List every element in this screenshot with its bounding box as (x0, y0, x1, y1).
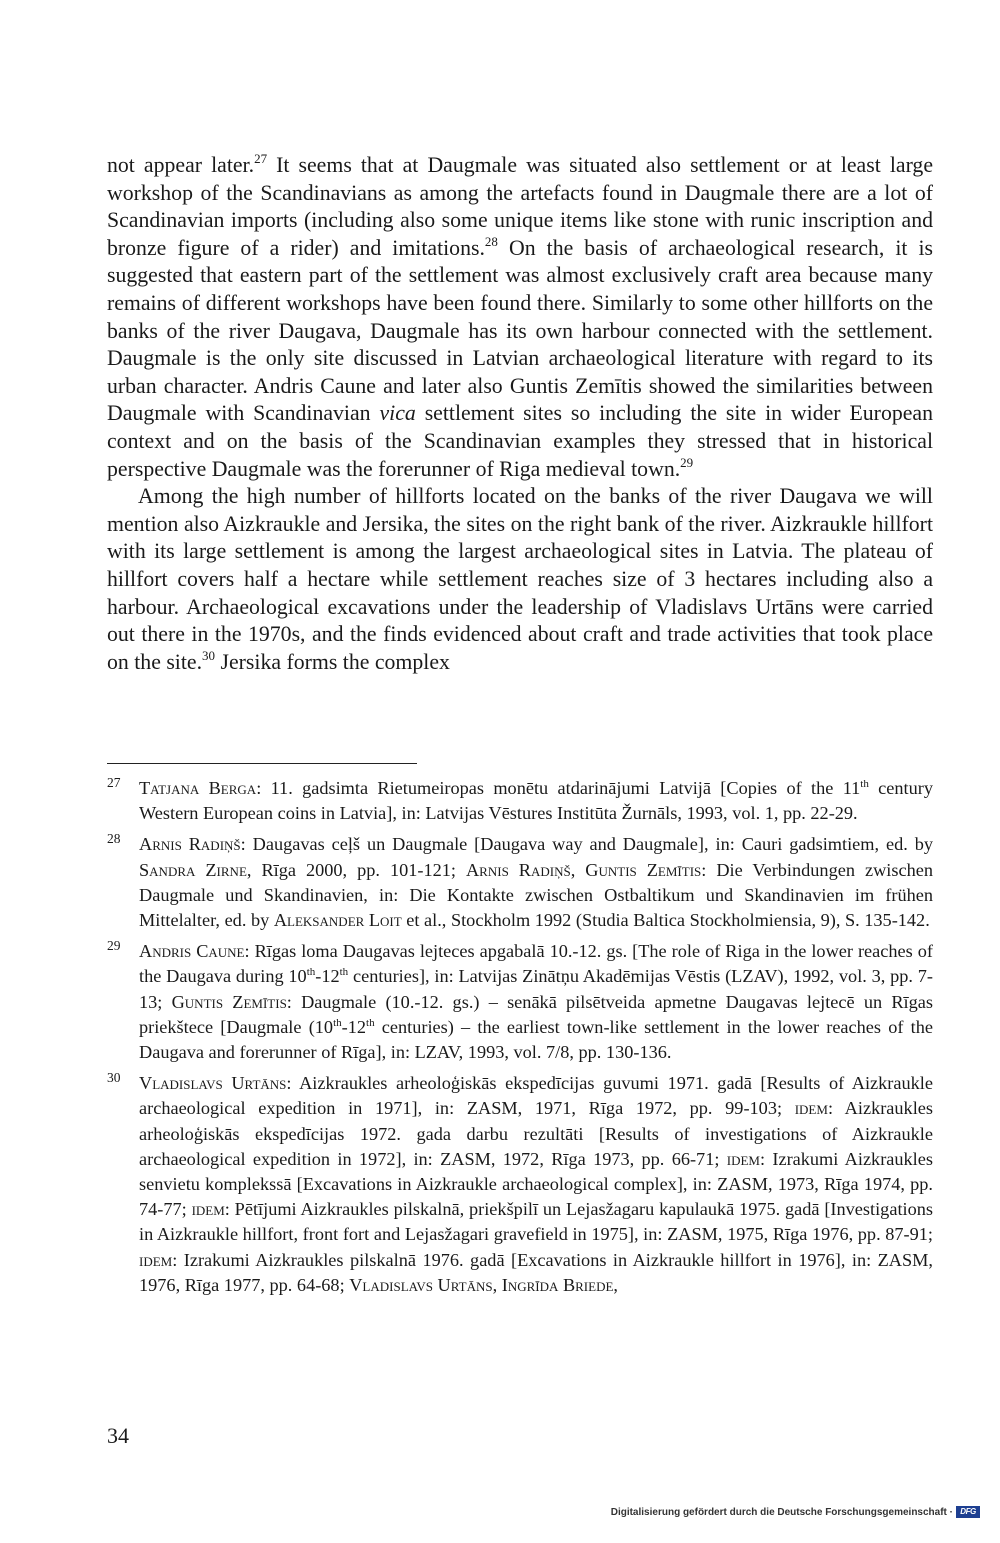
footnote-text: -12 (341, 1016, 367, 1037)
footnote-text: : Daugmale (10.-12. gs.) – senākā pilsētveida apmetne Daugavas lejtecē un Rīgas priekštece [Daugmale (10 (139, 991, 933, 1037)
footnote-text: , (613, 1274, 618, 1295)
footnote-text: : Pētījumi Aizkraukles pilskalnā, priekšpilī un Lejasžagaru kapulaukā 1975. gadā [Investigations in Aizkraukle hillfort, front fort and Lejasžagari gravefield in 1975], in: ZASM, 1975, Rīga 1976, pp. 87-91; (139, 1199, 933, 1245)
dfg-logo-icon: DFG (956, 1506, 980, 1518)
footnotes (107, 776, 933, 1304)
footnote-ref-30[interactable]: 30 (202, 647, 216, 663)
footnote-number: 30 (107, 1070, 121, 1086)
footnote-29 (107, 939, 933, 1065)
author-name: Vladislavs Urtāns (139, 1073, 287, 1094)
author-name: idem (191, 1199, 225, 1220)
footnote-text: : Aizkraukles arheoloģiskās ekspedīcijas 1972. gada darbu rezultāti [Results of investigations of Aizkraukle archaeological expedition in 1972], in: ZASM, 1972, Rīga 1973, pp. 66-71; (139, 1098, 934, 1169)
paragraph-2: Among the high number of hillforts located on the banks of the river Daugava we will mention also Aizkraukle and Jersika, the sites on the right bank of the river. Aizkraukle hillfort with its large settlement is among the largest archaeological sites in Latvia. The plateau of hillfort covers half a hectare while settlement reaches size of 3 hectares including also a harbour. Archaeological excavations under the leadership of Vladislavs Urtāns were carried out there in the 1970s, and the finds evidenced about craft and trade activities that took place on the site.$^{30}$ Jersika forms the complex (107, 484, 933, 674)
author-name: Tatjana Berga (139, 778, 257, 798)
ordinal-suffix: th (333, 1016, 342, 1029)
credit-text: Digitalisierung gefördert durch die Deutsche Forschungsgemeinschaft · (610, 1506, 953, 1518)
page-number: 34 (107, 1423, 129, 1448)
author-name: Sandra Zirne (139, 859, 247, 880)
footnote-text: -12 (315, 966, 340, 987)
footnote-number: 27 (107, 775, 121, 790)
author-name: Vladislavs Urtāns, Ingrīda Briede (349, 1274, 614, 1295)
footnote-30 (107, 1071, 933, 1298)
footnote-text: : Die Verbindungen zwischen Daugmale und Skandinavien, in: Die Kontakte zwischen Ostbaltikum und Skandinavien im frühen Mittelalter, ed. by (139, 859, 933, 931)
author-name: Aleksander Loit (273, 910, 402, 931)
author-name: idem (726, 1148, 760, 1169)
author-name: Andris Caune (139, 941, 245, 962)
author-name: idem (794, 1098, 828, 1119)
author-name: Arnis Radiņš (139, 834, 241, 855)
footnote-number: 29 (107, 938, 121, 954)
footnote-ref-28[interactable]: 28 (484, 233, 498, 249)
main-text (107, 152, 933, 676)
ordinal-suffix: th (860, 778, 869, 790)
footnote-ref-27[interactable]: 27 (254, 151, 268, 166)
footnote-text: : Aizkraukles arheoloģiskās ekspedīcijas guvumi 1971. gadā [Results of Aizkraukle archaeological expedition in 1971], in: ZASM, 1971, Rīga 1972, pp. 99-103; (139, 1073, 933, 1119)
ordinal-suffix: th (339, 966, 349, 979)
footnote-text: centuries) – the earliest town-like settlement in the lower reaches of the Daugava and forerunner of Rīga], in: LZAV, 1993, vol. 7/8, pp. 130-136. (139, 1016, 933, 1063)
paragraph-1: not appear later.$^{27}$ It seems that at Daugmale was situated also settlement or at least large workshop of the Scandinavians as among the artefacts found in Daugmale there are a lot of Scandinavian imports (including also some unique items like stone with runic inscription and bronze figure of a rider) and imitations.$^{28}$ On the basis of archaeological research, it is suggested that eastern part of the settlement was almost exclusively craft area because many remains of different workshops have been found there. Similarly to some other hillforts on the banks of the river Daugava, Daugmale has its own harbour connected with the settlement. Daugmale is the only site discussed in Latvian archaeological literature with regard to its urban character. Andris Caune and later also Guntis Zemītis showed the similarities between Daugmale with Scandinavian vica settlement sites so including the site in wider European context and on the basis of the Scandinavian examples they stressed that in historical perspective Daugmale was the forerunner of Riga medieval town.$^{29}$ (107, 151, 934, 481)
footnote-text: et al., Stockholm 1992 (Studia Baltica Stockholmiensia, 9), S. 135-142. (401, 910, 930, 931)
footnote-text: centuries], in: Latvijas Zinātņu Akadēmijas Vēstis (LZAV), 1992, vol. 3, pp. 7-13; (139, 966, 933, 1012)
footnote-ref-29[interactable]: 29 (680, 454, 694, 470)
footnote-28 (107, 832, 933, 933)
footnote-text: : Izrakumi Aizkraukles pilskalnā 1976. gadā [Excavations in Aizkraukle hillfort in 1976], in: ZASM, 1976, Rīga 1977, pp. 64-68; (139, 1249, 933, 1295)
author-name: idem (139, 1249, 173, 1270)
footnote-text: : 11. gadsimta Rietumeiropas monētu atdarinājumi Latvijā [Copies of the 11 (256, 778, 861, 798)
footnote-text: : Rīgas loma Daugavas lejteces apgabalā 10.-12. gs. [The role of Riga in the lower reaches of the Daugava during 10 (139, 941, 933, 987)
footnote-text: , Rīga 2000, pp. 101-121; (246, 859, 466, 880)
digitization-credit (611, 1506, 980, 1518)
footnote-text: : Daugavas ceļš un Daugmale [Daugava way and Daugmale], in: Cauri gadsimtiem, ed. by (240, 834, 934, 855)
footnote-number: 28 (107, 831, 121, 847)
italic-vica: vica (379, 401, 416, 426)
author-name: Guntis Zemītis (171, 991, 287, 1012)
ordinal-suffix: th (366, 1016, 375, 1029)
footnote-27 (107, 776, 933, 826)
footnote-text: century Western European coins in Latvia], in: Latvijas Vēstures Institūta Žurnāls, 1993, vol. 1, pp. 22-29. (139, 778, 933, 824)
ordinal-suffix: th (306, 966, 316, 979)
author-name: Arnis Radiņš, Guntis Zemītis (465, 859, 702, 880)
footnote-divider (107, 763, 417, 764)
footnote-text: : Izrakumi Aizkraukles senvietu komplekssā [Excavations in Aizkraukle archaeological complex], in: ZASM, 1973, Rīga 1974, pp. 74-77; (139, 1148, 933, 1220)
